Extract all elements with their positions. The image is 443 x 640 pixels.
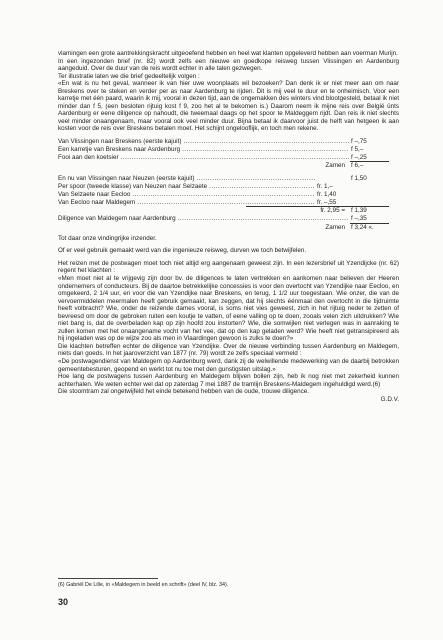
cost-row: Van Vlissingen naar Breskens (eerste kajuit) ..... f –,75 — [58, 138, 389, 146]
total-row: Zamen f 3,24 «. — [325, 223, 374, 231]
cost-row: En nu van Vlissingen naar Neuzen (eerste kajuit) ..... f 1,50 — [58, 175, 389, 183]
total-row: Zamen f 6,– — [325, 162, 364, 170]
cost-row: Een karretje van Breskens naar Asrdenburg ..... f 5,– — [58, 146, 389, 154]
paragraph: Het reizen met de postwagen moet toch niet altijd erg aangenaam geweest zijn. In een lezersbrief uit Yzendijcke (nr. 62) regent het klachten : — [58, 259, 399, 275]
author-signature: G.D.V. — [380, 395, 399, 403]
paragraph: Of er veel gebruik gemaakt werd van die ingenieuze reisweg, durven we toch betwijfelen. — [58, 247, 307, 255]
cost-row: Van Selzaete naar Eecloo ..... fr. 1,40 — [58, 191, 389, 199]
footnote: (6) Gabriël De Lille, in «Maldegem in beeld en schrift» (deel IV, blz. 34). — [58, 582, 229, 588]
paragraph: Tot daar onze vindingrijke inzender. — [58, 234, 157, 242]
cost-row: Fooi aan den koetsier ..... f –,25 — [58, 154, 389, 162]
cost-row: Per spoor (tweede klasse) van Neuzen naar Selzaete ..... fr. 1,– — [58, 183, 389, 191]
quoted-complaint: «Men moet niet al te vrijgevig zijn door bv. de diligences te laten vertrekken en aankomen naar believen der Heeren ondernemers of conducteurs. Bij de daartoe betrekkelijke concessies is voor den overtocht van Yzendijke naar Eecloo, en omgekeerd, 2 1/4 uur, en voor die van Yzendijke naar Breskens, en terug, 1 1/2 uur toegestaan. Wie onzer, die van de vervoermiddelen meermalen heeft gebruik gemaakt, kan zeggen, dat hij slechts éénmaal den overtocht in die tijdruimte heeft volbracht? Wie, onder de reizende dames vooral, is soms niet vies geweest, zich in het rijtuig neder te zetten of bevreesd om door de gebroken ruiten een koutje te vatten, of eene valling op te doen, zooals velen zich uitdrukken? Wie niet bang is, dat de overbeladen kap op zijn hoofd zou instorten? Wie, die somwijlen niet verlegen was in aanraking te zullen komen met het onaangename vocht van het vee, dat op den kap geladen werd? Wie heeft niet getransipireerd als hij ingeladen was op de wijze zoo als men in Vlaardingen gewoon is zulks te doen?» Die klachten betreffen echter de diligence van Yzendijke. Over de nieuwe verbinding tussen Aardenburg en Maldegem, niets dan goeds. In het jaaroverzicht van 1877 (nr. 79) wordt ze zelfs speciaal vermeld : «De postwagendienst van Maldegem op Aardenburg werd, dank zij de welwillende medewerking van de daarbij betrokken gemeentebesturen, geopend en werkt tot nu toe met den gunstigsten uitslag.» Hoe lang de postwagens tussen Aardenburg en Maldegem blijven bollen zijn, heb ik nog niet met zekerheid kunnen achterhalen. We weten echter wel dat op zaterdag 7 mei 1887 de tramlijn Breskens-Maldegem ingehuldigd werd.(6) Die stoomtram zal ongetwijfeld het einde betekend hebben van de oude, trouwe diligence. — [58, 274, 399, 396]
intro-paragraph: vlamingen een grote aantrekkingskracht uitgeoefend hebben en heel wat klanten opgeleverd hebben aan voerman Murijn. In een ingezonden brief (nr. 82) wordt zelfs een nieuwe en goedkope reisweg tussen Vlissingen en Aardenburg aangeduid. Over de duur van de reis wordt echter in alle talen gezwegen. Ter illustratie laten we die brief gedeeltelijk volgen : — [58, 50, 399, 80]
cost-row: Van Eecloo naar Maldegem ..... fr. –,55 — [58, 199, 389, 207]
cost-table-breskens — [58, 138, 389, 170]
quoted-letter: «En wat is nu het geval, wanneer ik van hier uwe woonplaats wil bezoeken? Dan denk ik er niet meer aan om naar Breskens over te steken en verder per as naar Aardenburg te rijden. Dit is mij veel te duur en te onheimisch. Voor een karretje met één paard, waarin ik mij, vooral in dezen tijd, aan de ongemakken des winters vind blootgesteld, betaal ik niet minder dan f 5, (een besloten rijtuig kost f 9, zoo het al te bekomen is.) Daarom neem ik mijne reis over België ünts Aardenburg er eene diligence op nahoudt, die tweemaal daags op het spoor te Maldeggem rijdt. Dan reis ik niet slechts veel minder onaangenaam, maar vooral ook veel minder duur. Bijna betaal ik daarvoor juist de helft van hetgeen ik aan kosten voor de reis over Breskens betalen moet. Het schijnt ongelooflijk, en toch men rekene. — [58, 80, 399, 133]
cost-table-neuzen — [58, 175, 389, 232]
page-number: 30 — [58, 597, 69, 607]
footnote-divider — [58, 578, 158, 579]
subtotal-row: fr. 2,95 = f 1,39 — [320, 207, 367, 215]
cost-row: Diligence van Maldegem naar Aardenburg ..... f –,35 — [58, 215, 389, 223]
